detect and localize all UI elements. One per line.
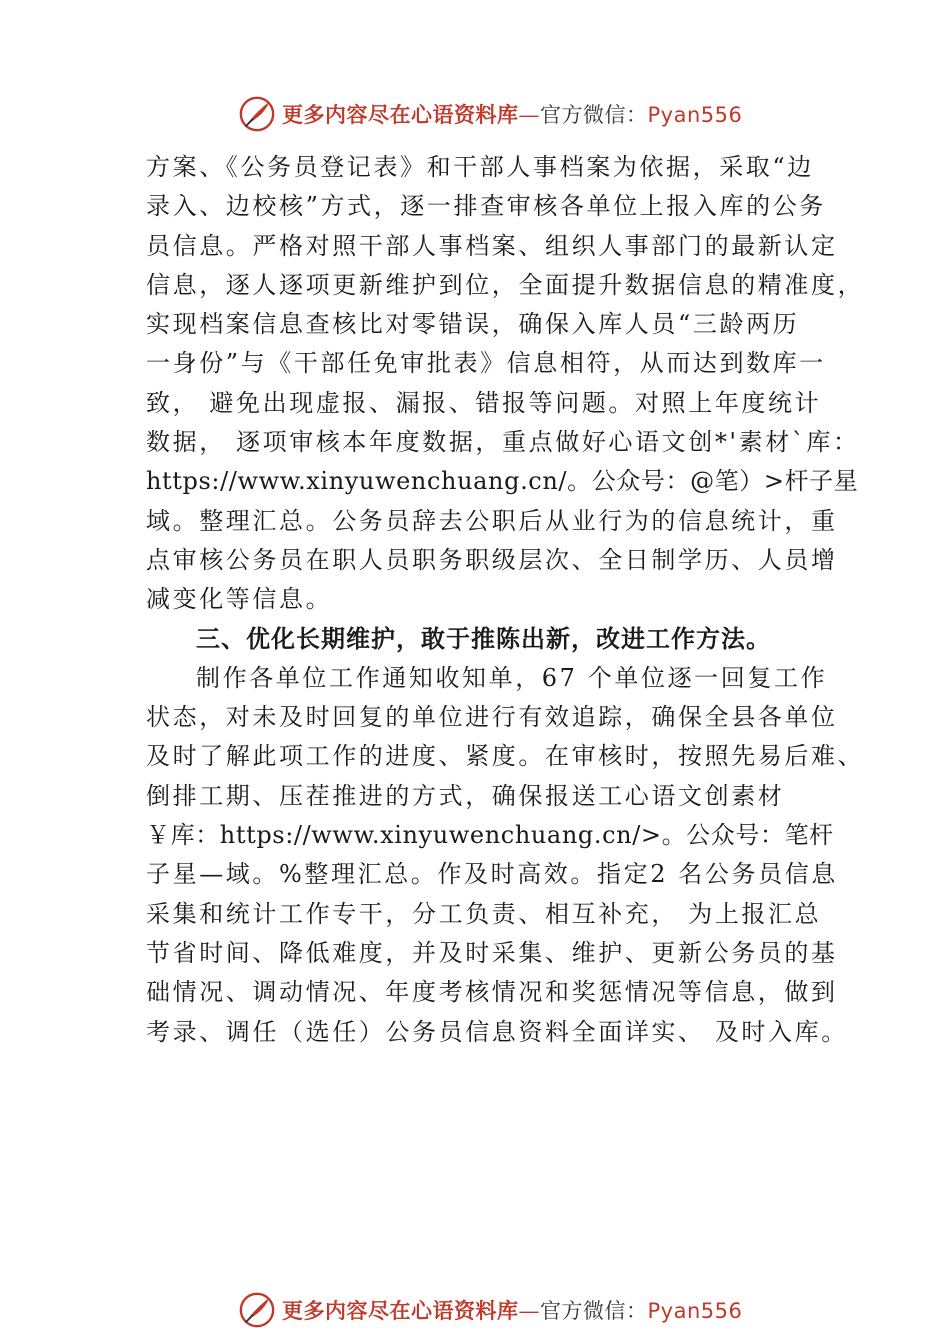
text-line: 及时了解此项工作的进度、紧度。在审核时，按照先易后难、 [146,742,865,771]
text-line: 子星—域。%整理汇总。作及时高效。指定2 名公务员信息 [146,860,838,889]
text-line: 状态，对未及时回复的单位进行有效追踪，确保全县各单位 [146,703,838,732]
quill-logo-icon [238,95,276,133]
text-line: ￥库：https://www.xinyuwenchuang.cn/>。公众号：笔杆 [146,821,834,850]
text-line: 数据， 逐项审核本年度数据，重点做好心语文创*'素材`库： [146,428,860,457]
text-line: 员信息。严格对照干部人事档案、组织人事部门的最新认定 [146,231,838,260]
text-line: 采集和统计工作专干，分工负责、相互补充， 为上报汇总 [146,899,822,928]
section-heading: 三、优化长期维护，敢于推陈出新，改进工作方法。 [196,624,771,653]
banner-text: 更多内容尽在心语资料库—官方微信：Pyan556 [282,102,743,127]
text-line: 致， 避免出现虚报、漏报、错报等问题。对照上年度统计 [146,388,822,417]
text-line: 制作各单位工作通知收知单，67 个单位逐一回复工作 [196,663,828,692]
quill-logo-icon [238,1291,276,1329]
text-line: 方案、《公务员登记表》和干部人事档案为依据，采取“边 [146,153,814,181]
header-watermark-banner [238,94,742,134]
paragraph-2 [146,659,865,1052]
paragraph-1 [146,148,865,620]
text-line: https://www.xinyuwenchuang.cn/。公众号：@笔）>杆子星 [146,467,859,496]
text-line: 信息，逐人逐项更新维护到位，全面提升数据信息的精准度， [146,270,865,299]
document-body [146,148,865,1052]
text-line: 考录、调任（选任）公务员信息资料全面详实、 及时入库。 [146,1017,848,1046]
text-line: 减变化等信息。 [146,585,333,614]
text-line: 础情况、调动情况、年度考核情况和奖惩情况等信息，做到 [146,978,838,1007]
footer-watermark-banner [238,1290,742,1330]
text-line: 点审核公务员在职人员职务职级层次、全日制学历、人员增 [146,545,838,574]
text-line: 录入、边校核”方式，逐一排查审核各单位上报入库的公务 [146,192,826,221]
text-line: 一身份”与《干部任免审批表》信息相符，从而达到数库一 [146,349,826,378]
text-line: 实现档案信息查核比对零错误，确保入库人员“三龄两历 [146,310,800,339]
text-line: 节省时间、降低难度，并及时采集、维护、更新公务员的基 [146,938,838,967]
text-line: 域。整理汇总。公务员辞去公职后从业行为的信息统计，重 [146,506,838,535]
text-line: 倒排工期、压茬推进的方式，确保报送工心语文创素材 [146,781,785,810]
banner-text: 更多内容尽在心语资料库—官方微信：Pyan556 [282,1298,743,1323]
